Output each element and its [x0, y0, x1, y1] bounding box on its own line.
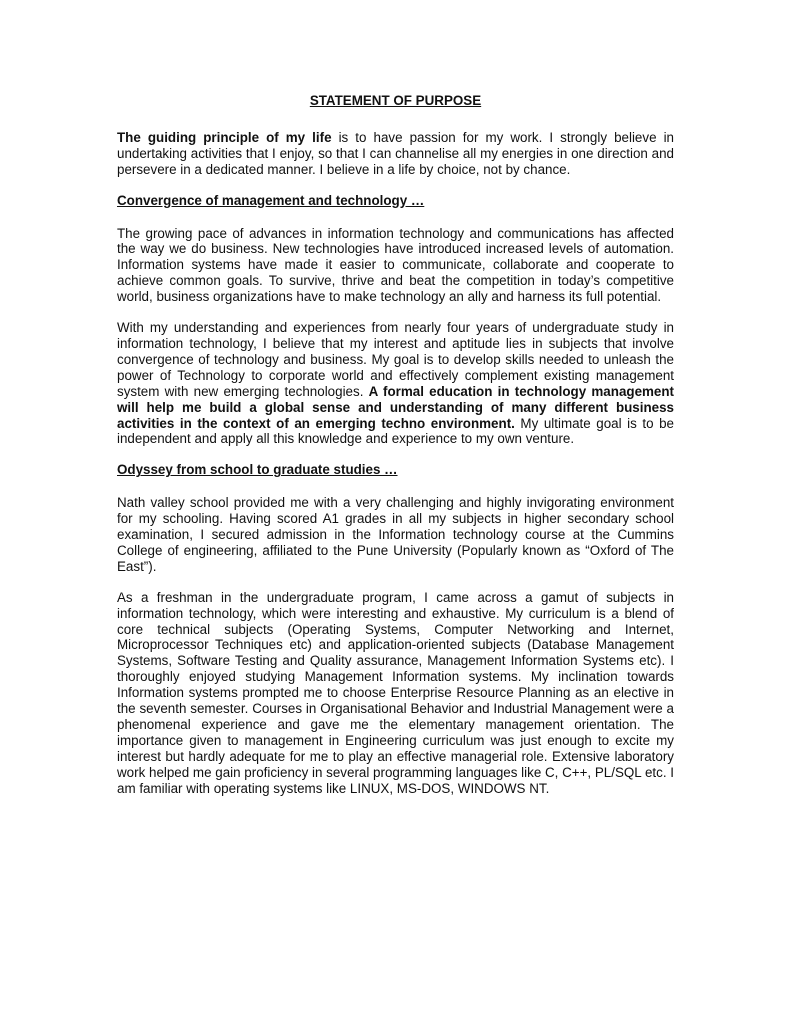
section-heading-odyssey: Odyssey from school to graduate studies …	[117, 462, 398, 478]
convergence-p2-start: With my understanding and experiences from nearly four years of undergraduate study in information technology, I believe that my interest and aptitude lies in subjects that involve convergence of technology and business. My goal is to develop skills needed to unleash the power of Technology to corporate world and effectively complement existing management system with new emerging technologies.	[117, 320, 674, 399]
convergence-paragraph-1: The growing pace of advances in information technology and communications has affected the way we do business. New technologies have introduced increased levels of automation. Information systems have made it easier to communicate, collaborate and cooperate to achieve common goals. To survive, thrive and beat the competition in today’s competitive world, business organizations have to make technology an ally and harness its full potential.	[117, 225, 674, 305]
document-title: STATEMENT OF PURPOSE	[309, 93, 482, 108]
intro-bold-lead: The guiding principle of my life	[117, 129, 332, 145]
document-page	[117, 93, 674, 812]
convergence-p2-bold: A formal education in technology management will help me build a global sense and understanding of many different business activities in the context of an emerging techno environment.	[117, 383, 675, 431]
odyssey-paragraph-2: As a freshman in the undergraduate program, I came across a gamut of subjects in information technology, which were interesting and exhaustive. My curriculum is a blend of core technical subjects (Operating Systems, Computer Networking and Internet, Microprocessor Techniques etc) and application-oriented subjects (Database Management Systems, Software Testing and Quality assurance, Management Information Systems etc). I thoroughly enjoyed studying Management Information systems. My inclination towards Information systems prompted me to choose Enterprise Resource Planning as an elective in the seventh semester. Courses in Organisational Behavior and Industrial Management were a phenomenal experience and gave me the elementary management orientation. The importance given to management in Engineering curriculum was just enough to excite my interest but hardly adequate for me to play an effective managerial role. Extensive laboratory work helped me gain proficiency in several programming languages like C, C++, PL/SQL etc. I am familiar with operating systems like LINUX, MS-DOS, WINDOWS NT.	[117, 589, 674, 796]
intro-paragraph	[117, 130, 674, 178]
intro-text: is to have passion for my work. I strongly believe in undertaking activities that I enjoy, so that I can channelise all my energies in one direction and persevere in a dedicated manner. I believe in a life by choice, not by chance.	[117, 129, 674, 177]
convergence-p2-end: My ultimate goal is to be independent and apply all this knowledge and experience to my own venture.	[117, 415, 674, 447]
section-heading-convergence: Convergence of management and technology …	[117, 192, 425, 208]
odyssey-paragraph-1: Nath valley school provided me with a very challenging and highly invigorating environment for my schooling. Having scored A1 grades in all my subjects in higher secondary school examination, I secured admission in the Information technology course at the Cummins College of engineering, affiliated to the Pune University (Popularly known as “Oxford of The East”).	[117, 495, 674, 574]
convergence-paragraph-2	[117, 320, 674, 447]
